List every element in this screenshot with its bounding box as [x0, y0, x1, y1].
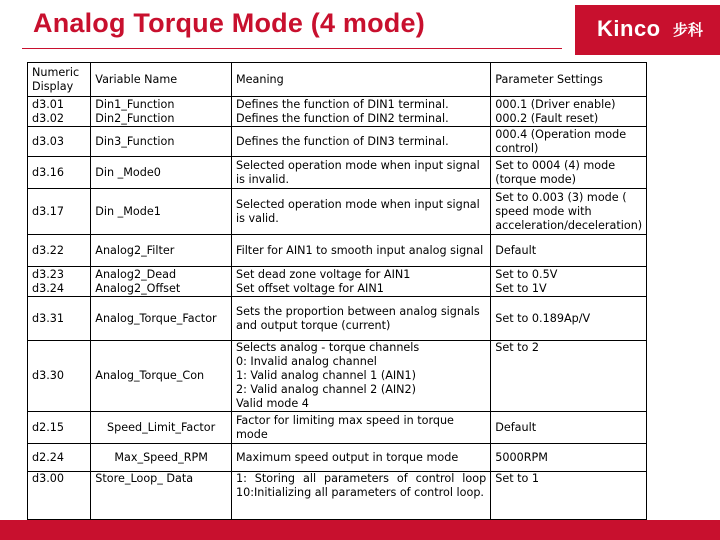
cell-meaning [231, 97, 490, 127]
cell-variable: Store_Loop_ Data [91, 472, 232, 520]
cell-numeric: d3.30 [28, 341, 91, 412]
cell-parameter [491, 97, 647, 127]
table-row [28, 97, 647, 127]
footer-bar [0, 520, 720, 540]
title-underline [22, 48, 562, 49]
cell-parameter: 000.4 (Operation mode control) [491, 127, 647, 157]
table-header-row [28, 63, 647, 97]
cell-line: Valid mode 4 [235, 397, 309, 410]
cell-parameter: Set to 0004 (4) mode (torque mode) [491, 157, 647, 189]
cell-line: Analog2_Offset [95, 281, 181, 295]
cell-meaning: 1: Storing all parameters of control loop 10:Initializing all parameters of control loop. [231, 472, 490, 520]
cell-line: Defines the function of DIN1 terminal. [235, 97, 449, 111]
cell-meaning: Sets the proportion between analog signals and output torque (current) [231, 297, 490, 341]
cell-variable [91, 267, 232, 297]
cell-line: 1: Valid analog channel 1 (AIN1) [235, 369, 417, 382]
header-numeric-display: Numeric Display [28, 63, 91, 97]
logo-brand-text: Kinco [597, 16, 661, 41]
cell-meaning: Defines the function of DIN3 terminal. [231, 127, 490, 157]
cell-numeric: d3.16 [28, 157, 91, 189]
cell-parameter: Set to 0.189Ap/V [491, 297, 647, 341]
cell-variable: Analog_Torque_Con [91, 341, 232, 412]
table-row [28, 412, 647, 444]
table-row [28, 127, 647, 157]
cell-numeric: d3.17 [28, 189, 91, 235]
cell-line: Set dead zone voltage for AIN1 [235, 267, 411, 281]
cell-parameter: Default [491, 412, 647, 444]
cell-parameter: 5000RPM [491, 444, 647, 472]
parameter-table [27, 62, 647, 520]
cell-line: 000.2 (Fault reset) [495, 111, 599, 125]
cell-line: Analog2_Dead [95, 267, 177, 281]
cell-variable: Din _Mode1 [91, 189, 232, 235]
cell-line: Selects analog - torque channels [235, 341, 420, 354]
cell-numeric [28, 267, 91, 297]
cell-meaning [231, 341, 490, 412]
cell-line: d3.02 [32, 111, 65, 125]
cell-line: Set to 1V [495, 281, 547, 295]
cell-variable: Din3_Function [91, 127, 232, 157]
cell-variable: Din _Mode0 [91, 157, 232, 189]
header-meaning: Meaning [231, 63, 490, 97]
table-row [28, 297, 647, 341]
cell-parameter [491, 267, 647, 297]
cell-line: d3.23 [32, 267, 65, 281]
table-row [28, 341, 647, 412]
cell-numeric [28, 97, 91, 127]
cell-numeric: d3.31 [28, 297, 91, 341]
cell-meaning: Filter for AIN1 to smooth input analog signal [231, 235, 490, 267]
cell-meaning: Selected operation mode when input signal is valid. [231, 189, 490, 235]
slide-title: Analog Torque Mode (4 mode) [33, 8, 425, 38]
cell-line: Din1_Function [95, 97, 175, 111]
cell-meaning: Maximum speed output in torque mode [231, 444, 490, 472]
cell-meaning [231, 267, 490, 297]
cell-numeric: d2.15 [28, 412, 91, 444]
table-row [28, 444, 647, 472]
table-row [28, 235, 647, 267]
table-row [28, 267, 647, 297]
cell-line: 2: Valid analog channel 2 (AIN2) [235, 383, 417, 396]
cell-parameter: Default [491, 235, 647, 267]
cell-meaning: Selected operation mode when input signal is invalid. [231, 157, 490, 189]
cell-variable: Speed_Limit_Factor [91, 412, 232, 444]
table-row [28, 189, 647, 235]
cell-line: Defines the function of DIN2 terminal. [235, 111, 449, 125]
cell-numeric: d3.03 [28, 127, 91, 157]
cell-meaning: Factor for limiting max speed in torque mode [231, 412, 490, 444]
logo-chinese-text: 步科 [673, 21, 704, 39]
cell-variable: Analog_Torque_Factor [91, 297, 232, 341]
cell-parameter: Set to 1 [491, 472, 647, 520]
table-row [28, 472, 647, 520]
cell-line: Set to 0.5V [495, 267, 558, 281]
cell-line: 000.1 (Driver enable) [495, 97, 616, 111]
cell-numeric: d2.24 [28, 444, 91, 472]
header-variable-name: Variable Name [91, 63, 232, 97]
cell-variable: Max_Speed_RPM [91, 444, 232, 472]
cell-parameter: Set to 2 [491, 341, 647, 412]
cell-line: Set offset voltage for AIN1 [235, 281, 384, 295]
cell-variable [91, 97, 232, 127]
cell-numeric: d3.00 [28, 472, 91, 520]
header-parameter-settings: Parameter Settings [491, 63, 647, 97]
cell-line: Din2_Function [95, 111, 175, 125]
cell-variable: Analog2_Filter [91, 235, 232, 267]
cell-line: d3.01 [32, 97, 65, 111]
cell-line: d3.24 [32, 281, 65, 295]
cell-parameter: Set to 0.003 (3) mode ( speed mode with acceleration/deceleration) [491, 189, 647, 235]
cell-line: 0: Invalid analog channel [235, 355, 377, 368]
table-row [28, 157, 647, 189]
cell-numeric: d3.22 [28, 235, 91, 267]
kinco-logo [575, 5, 720, 55]
